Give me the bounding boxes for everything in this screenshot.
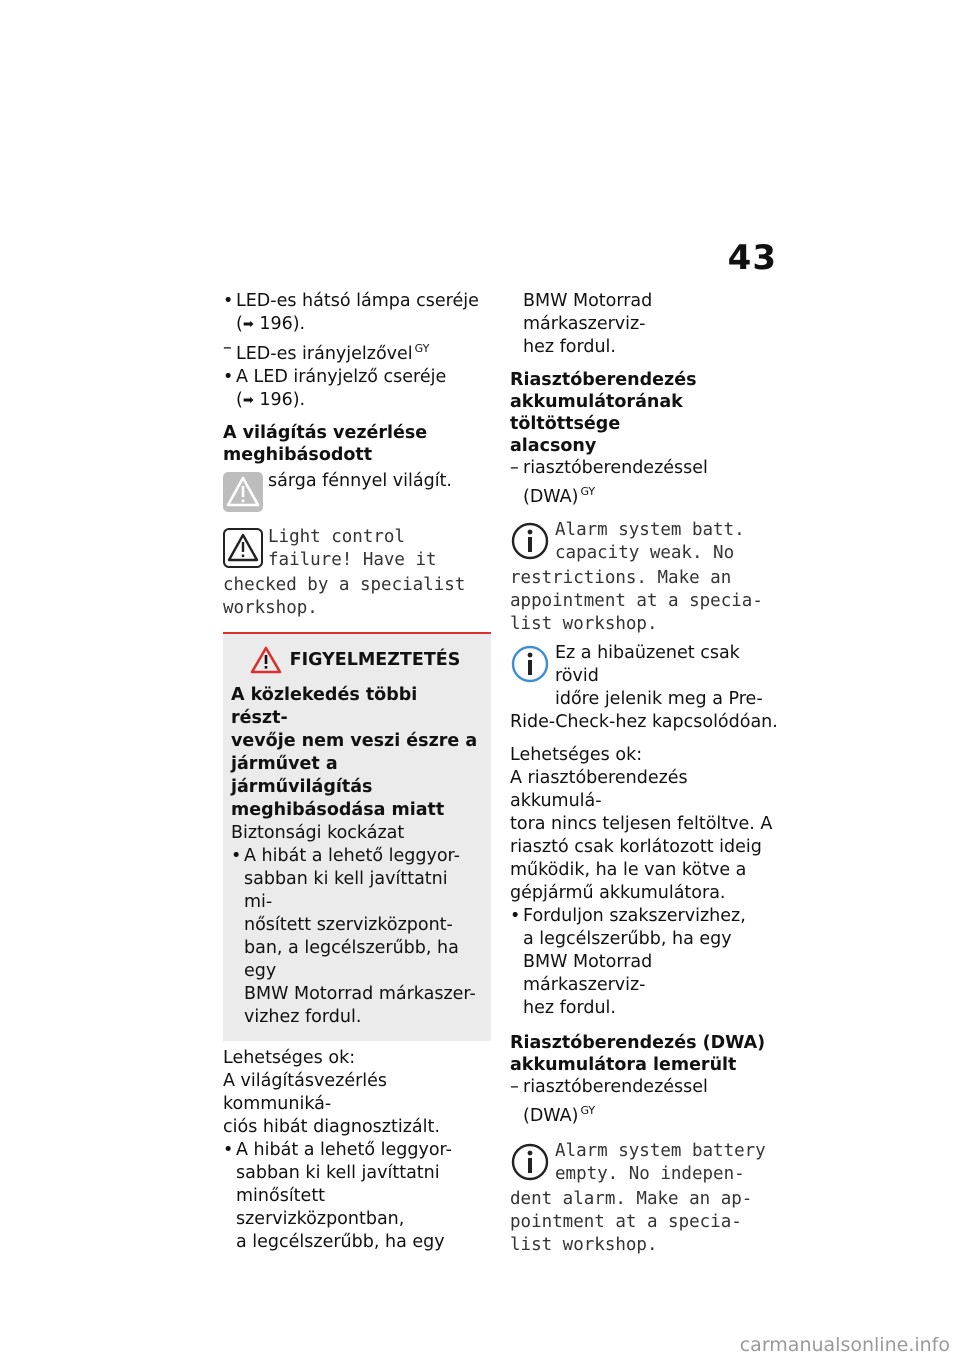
list-item: – riasztóberendezéssel (DWA) $^{GY}$ [510,458,708,507]
list-item: • A hibát a lehető leggyor- sabban ki kell javíttatni mi- nősített szervizközpont- ban, a legcélszerűbb, ha egy BMW Motorrad márkaszer- vizhez fordul. [231,846,476,1027]
list-item: • Forduljon szakszervizhez, a legcélszerűbb, ha egy BMW Motorrad márkaszerviz- hez fordul. [510,906,746,1018]
list-item: • A hibát a lehető leggyor- sabban ki kell javíttatni minősített szervizközpontban, a legcélszerűbb, ha egy [223,1140,452,1252]
section-heading: Riasztóberendezés (DWA) akkumulátora lemerült [510,1033,766,1075]
info-icon [510,1142,550,1186]
warning-box: FIGYELMEZTETÉS A közlekedés többi részt- vevője nem veszi észre a járművet a járművilágítás meghibásodása miatt Biztonsági kockázat • A hibát a lehető leggyor- sabban ki kell javíttatni mi- nősített szervizközpont- ban, a legcélszerűbb, ha egy BMW Motorrad márkaszer- vizhez fordul. [223,632,491,1041]
arrow-right-icon: ➡ [242,393,254,408]
yellow-warning-icon [223,472,263,516]
warning-red-triangle-icon [250,646,282,674]
footer-watermark: carmanualsonline.info [739,1334,950,1356]
section-heading: Riasztóberendezés akkumulátorának töltöttsége alacsony [510,370,697,456]
list-item: • A LED irányjelző cseréje (➡ 196). [223,367,447,410]
list-item: • LED-es hátsó lámpa cseréje (➡ 196). [223,291,479,334]
info-blue-icon [510,644,550,688]
arrow-right-icon: ➡ [242,317,254,332]
warning-triangle-icon [223,528,263,572]
info-icon [510,521,550,565]
right-column: BMW Motorrad márkaszerviz- hez fordul. Riasztóberendezés akkumulátorának töltöttsége alacsony – riasztóberendezéssel (DWA) $^{GY}$ Alarm system batt. capacity weak. No restrictions. Make an appointment at a specia- list workshop. Ez a hibaüzenet csak rövid időre jelenik meg a Pre- Ride-Check-hez kapcsolódóan. Lehetséges ok: A riasztóberendezés akkumulá- tora nincs teljesen feltöltve. A riasztó csak korlátozott ideig működik, ha le van kötve a gépjármű akkumulátora. • Forduljon szakszervizhez, a legcélszerűbb, ha egy BMW Motorrad márkaszerviz- hez fordul. Riasztóberendezés (DWA) akkumulátora lemerült – riasztóberendezéssel (DWA) $^{GY}$ Alarm system battery empty. No indepen- dent alarm. Make an ap- pointment at a specia- list workshop. [510,290,780,1257]
list-item: – riasztóberendezéssel (DWA) $^{GY}$ [510,1077,708,1126]
page-number: 43 [727,238,777,278]
left-column: • LED-es hátsó lámpa cseréje (➡ 196). – LED-es irányjelzővel $^{GY}$ • A LED irányjelző cseréje (➡ 196). A világítás vezérlése meghibásodott sárga fénnyel világít. Light control failure! Have it checked by a specialist workshop. FIGYELMEZTETÉS A közlekedés többi részt- vevője nem veszi észre a járművet a járművilágítás meghibásodása miatt Biztonsági kockázat • A hibát a lehető leggyor- sabban ki kell javíttatni mi- nősített szervizközpont- ban, a legcélszerűbb, ha egy BMW Motorrad márkaszer- vizhez fordul. Lehetséges ok: A világításvezérlés kommuniká- ciós hibát diagnosztizált. • A hibát a lehető leggyor- sabban ki kell javíttatni minősített szervizközpontban, a legcélszerűbb, ha egy [223,290,491,1254]
list-item: – LED-es irányjelzővel $^{GY}$ [223,338,430,364]
section-heading: A világítás vezérlése meghibásodott [223,423,428,465]
warning-title: FIGYELMEZTETÉS [231,646,479,674]
